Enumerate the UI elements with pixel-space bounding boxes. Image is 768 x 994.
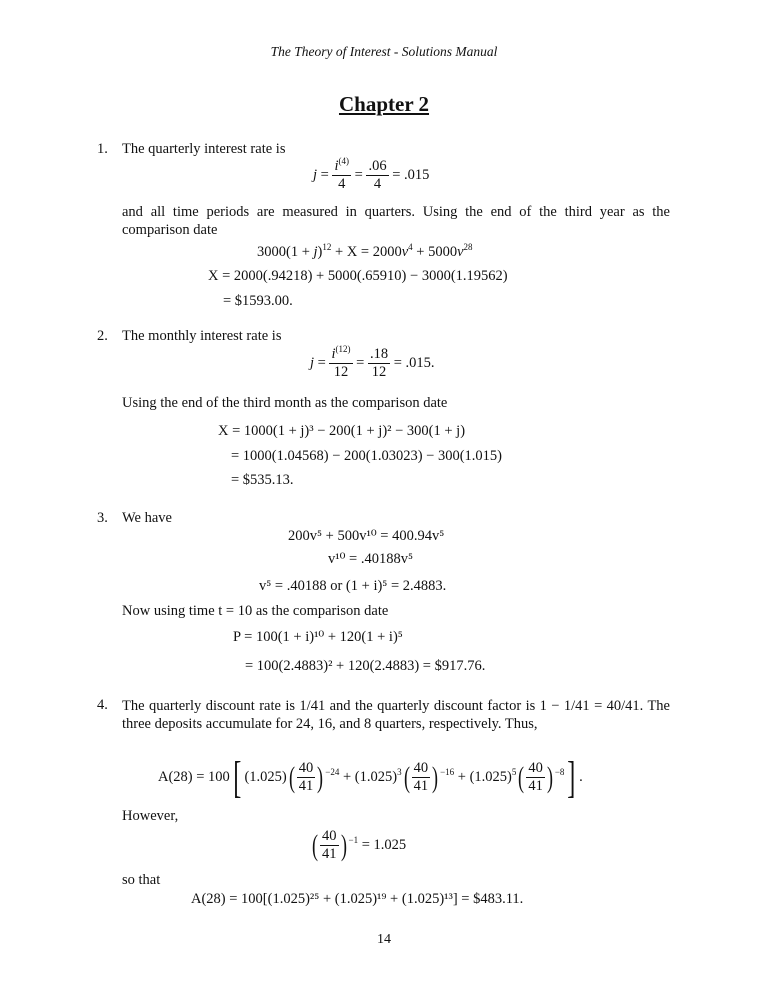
problem-4-however: However, bbox=[122, 808, 179, 824]
problem-4-so-that: so that bbox=[122, 872, 161, 888]
problem-3-text: Now using time t = 10 as the comparison date bbox=[122, 603, 389, 619]
problem-1-equation-line-1: $3000(1 + j)^{12} + X = 2000v^4 + 5000v^{28}$ bbox=[257, 242, 473, 260]
problem-1-rate-equation: j = $\frac{i^{(4)}}{4}$ = $\frac{.06}{4}$ = .015 bbox=[313, 156, 430, 192]
chapter-title: Chapter 2 bbox=[338, 92, 430, 116]
problem-3-equation-line-1: 200v⁵ + 500v¹⁰ = 400.94v⁵ bbox=[288, 528, 445, 544]
problem-1-result: = $1593.00. bbox=[223, 293, 293, 309]
running-header: The Theory of Interest - Solutions Manual bbox=[270, 44, 498, 59]
problem-3-intro: We have bbox=[122, 510, 172, 526]
problem-1-intro: The quarterly interest rate is bbox=[122, 141, 286, 157]
problem-2-result: = $535.13. bbox=[231, 472, 294, 488]
problem-1-equation-line-2: X = 2000(.94218) + 5000(.65910) − 3000(1.19562) bbox=[208, 268, 508, 284]
problem-2-text: Using the end of the third month as the comparison date bbox=[122, 395, 448, 411]
problem-2-equation-line-2: = 1000(1.04568) − 200(1.03023) − 300(1.015) bbox=[231, 448, 503, 464]
problem-3-result: = 100(2.4883)² + 120(2.4883) = $917.76. bbox=[245, 658, 486, 674]
page-number: 14 bbox=[377, 932, 391, 947]
problem-1-number: 1. bbox=[97, 141, 108, 157]
problem-2-equation-line-1: X = 1000(1 + j)³ − 200(1 + j)² − 300(1 + j) bbox=[218, 423, 466, 439]
problem-4-number: 4. bbox=[97, 697, 108, 713]
problem-2-rate-equation: j = $\frac{i^{(12)}}{12}$ = $\frac{.18}{12}$ = .015. bbox=[310, 344, 435, 380]
problem-2-intro: The monthly interest rate is bbox=[122, 328, 282, 344]
problem-3-number: 3. bbox=[97, 510, 108, 526]
problem-4-identity: ( $\frac{40}{41}$ ) $^{-1}$ = 1.025 bbox=[312, 828, 407, 862]
problem-3-equation-line-2: v¹⁰ = .40188v⁵ bbox=[328, 551, 414, 567]
problem-4-text: The quarterly discount rate is 1/41 and the quarterly discount factor is 1 − 1/41 = 40/41. The three deposits accumulate for 24, 16, and 8 quarters, respectively. Thus, bbox=[122, 698, 670, 732]
problem-2-number: 2. bbox=[97, 328, 108, 344]
problem-3-equation-line-3: v⁵ = .40188 or (1 + i)⁵ = 2.4883. bbox=[259, 578, 447, 594]
problem-4-result: A(28) = 100[(1.025)²⁵ + (1.025)¹⁹ + (1.025)¹³] = $483.11. bbox=[191, 891, 524, 907]
problem-4-accumulation-equation: A(28) = 100[ (1.025)( $\frac{40}{41}$ ) $^{-24} + (1.025)^3$( $\frac{40}{41}$ ) $^{-16} + (1.025)^5$( $\frac{40}{41}$ ) $^{-8}$] . bbox=[158, 752, 583, 802]
problem-3-equation-line-4: P = 100(1 + i)¹⁰ + 120(1 + i)⁵ bbox=[233, 629, 403, 645]
problem-1-text: and all time periods are measured in quarters. Using the end of the third year as the comparison date bbox=[122, 204, 670, 238]
